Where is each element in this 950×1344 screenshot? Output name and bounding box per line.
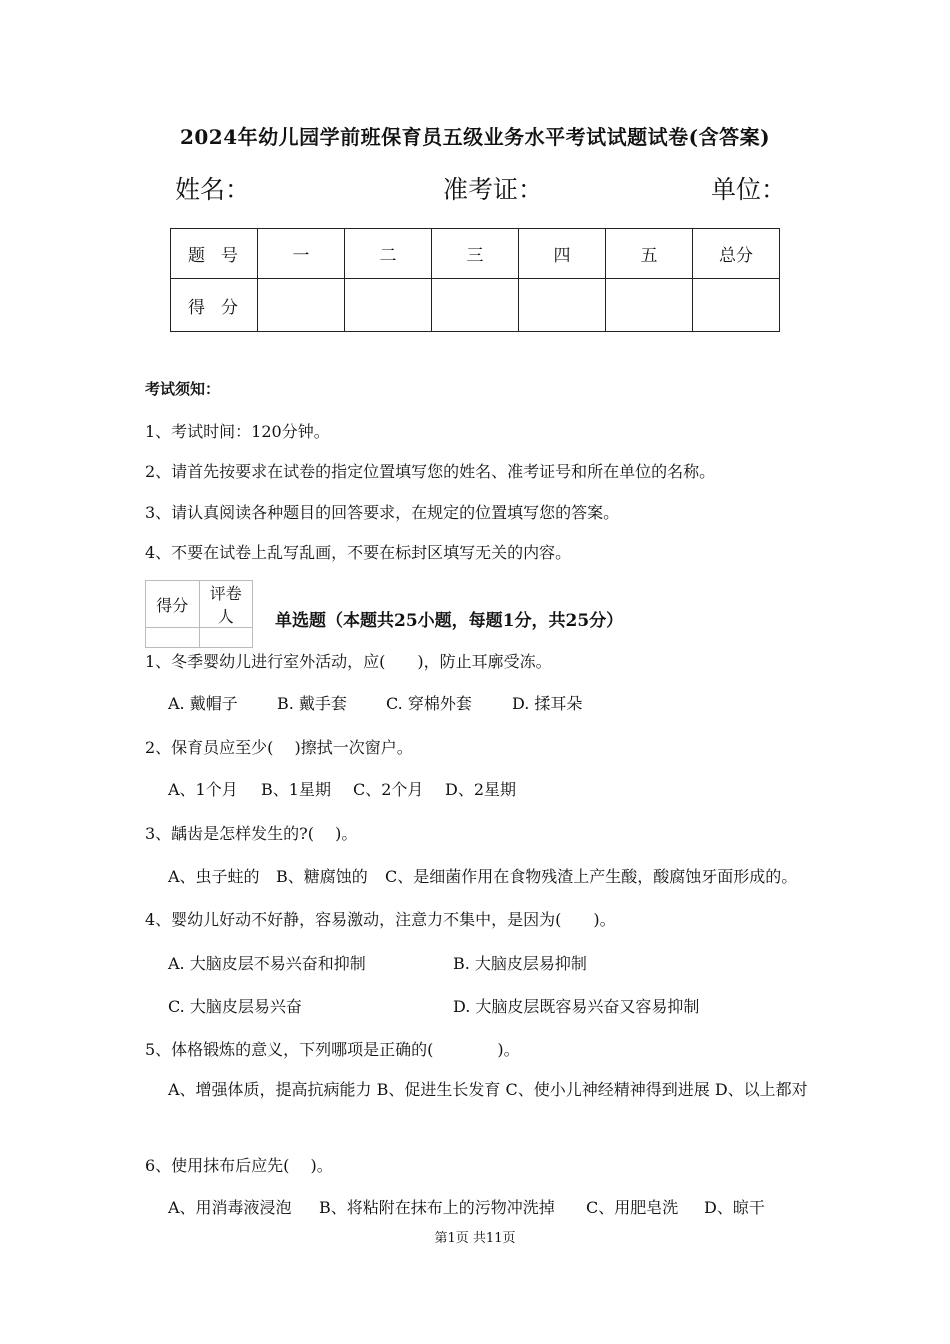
option: C、2个月 (353, 780, 424, 799)
name-label: 姓名： (175, 175, 251, 204)
option: A. 大脑皮层不易兴奋和抑制 (168, 954, 366, 973)
unit-label: 单位： (711, 175, 787, 204)
option: D. 大脑皮层既容易兴奋又容易抑制 (453, 997, 700, 1016)
score-cell-3[interactable] (432, 279, 519, 332)
score-cell-4[interactable] (519, 279, 606, 332)
section-title: 单选题（本题共25小题，每题1分，共25分） (275, 611, 624, 631)
score-table-score-label: 得分 (171, 279, 258, 332)
notice-item: 3、请认真阅读各种题目的回答要求，在规定的位置填写您的答案。 (145, 503, 620, 522)
score-table (170, 228, 780, 332)
option: B. 戴手套 (277, 694, 347, 713)
score-table-col-total: 总分 (693, 229, 780, 279)
option: B、将粘附在抹布上的污物冲洗掉 (319, 1198, 555, 1217)
score-table-col-2: 二 (345, 229, 432, 279)
score-table-col-3: 三 (432, 229, 519, 279)
page-number: 第1页 共11页 (434, 1231, 516, 1246)
score-cell-5[interactable] (606, 279, 693, 332)
grader-score-cell[interactable] (146, 628, 200, 648)
notice-item: 4、不要在试卷上乱写乱画，不要在标封区填写无关的内容。 (145, 543, 572, 562)
score-cell-total[interactable] (693, 279, 780, 332)
option: A、虫子蛀的 (168, 867, 260, 886)
option: B、糖腐蚀的 (276, 867, 368, 886)
option: D、晾干 (704, 1198, 765, 1217)
question-stem: 3、龋齿是怎样发生的?( )。 (145, 824, 358, 843)
score-table-col-1: 一 (258, 229, 345, 279)
score-cell-1[interactable] (258, 279, 345, 332)
question-stem: 2、保育员应至少( )擦拭一次窗户。 (145, 738, 413, 757)
question-stem: 6、使用抹布后应先( )。 (145, 1156, 333, 1175)
page-title: 2024年幼儿园学前班保育员五级业务水平考试试题试卷(含答案) (179, 125, 771, 149)
option: D. 揉耳朵 (512, 694, 583, 713)
option: A、1个月 (168, 780, 238, 799)
notice-heading: 考试须知： (145, 380, 221, 398)
question-stem: 1、冬季婴幼儿进行室外活动，应( )，防止耳廓受冻。 (145, 652, 552, 671)
score-cell-2[interactable] (345, 279, 432, 332)
grader-box (145, 580, 253, 648)
option: D、2星期 (445, 780, 517, 799)
grader-name-cell[interactable] (199, 628, 253, 648)
score-table-col-4: 四 (519, 229, 606, 279)
option-text: A、增强体质，提高抗病能力 B、促进生长发育 C、使小儿神经精神得到进展 D、以上都对 (168, 1080, 808, 1099)
option: C、用肥皂洗 (586, 1198, 679, 1217)
notice-item: 1、考试时间：120分钟。 (145, 422, 330, 441)
score-table-header-row (171, 229, 780, 279)
option: B. 大脑皮层易抑制 (453, 954, 587, 973)
option: C. 穿棉外套 (386, 694, 472, 713)
option: B、1星期 (261, 780, 331, 799)
option: A、用消毒液浸泡 (168, 1198, 292, 1217)
grader-score-label: 得分 (146, 581, 200, 628)
option: A. 戴帽子 (168, 694, 238, 713)
notice-item: 2、请首先按要求在试卷的指定位置填写您的姓名、准考证号和所在单位的名称。 (145, 462, 716, 481)
exam-id-label: 准考证： (443, 175, 544, 204)
score-table-header-label: 题号 (171, 229, 258, 279)
question-stem: 5、体格锻炼的意义，下列哪项是正确的( )。 (145, 1040, 520, 1059)
grader-name-label: 评卷人 (199, 581, 253, 628)
score-table-score-row (171, 279, 780, 332)
option: C. 大脑皮层易兴奋 (168, 997, 302, 1016)
question-stem: 4、婴幼儿好动不好静，容易激动，注意力不集中，是因为( )。 (145, 910, 616, 929)
score-table-col-5: 五 (606, 229, 693, 279)
option: C、是细菌作用在食物残渣上产生酸，酸腐蚀牙面形成的。 (385, 867, 798, 886)
